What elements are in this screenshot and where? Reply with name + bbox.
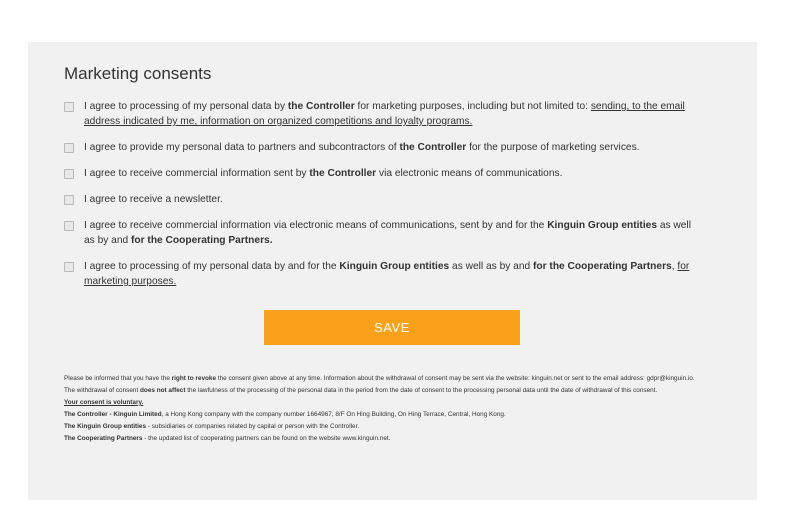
text-segment: for the Cooperating Partners. [131,235,273,246]
legal-note [64,375,714,383]
text-segment: Kinguin Group entities [339,261,450,272]
text-segment: the Controller [309,168,377,179]
consent-checkbox[interactable] [64,195,74,205]
consent-label[interactable] [84,140,640,155]
consent-item [64,218,704,248]
legal-notes [64,375,714,446]
consent-list [64,99,704,300]
consent-label[interactable] [84,166,562,181]
text-segment: I agree to receive commercial information sent by [84,168,310,179]
consent-checkbox[interactable] [64,143,74,153]
legal-note [64,435,714,443]
consent-checkbox[interactable] [64,262,74,272]
consent-checkbox[interactable] [64,102,74,112]
text-segment: I agree to processing of my personal data by [84,101,288,112]
text-segment: for the Cooperating Partners [533,261,672,272]
text-segment: , a Hong Kong company with the company number 1664967, 8/F On Hing Building, On Hing Terrace, Central, Hong Kong. [161,410,506,418]
consent-item [64,99,704,129]
consent-label[interactable] [84,99,704,129]
legal-note [64,387,714,395]
consent-item [64,166,704,181]
consent-label[interactable] [84,259,704,289]
text-segment: for marketing purposes, including but not limited to: [354,101,591,112]
text-segment: , [671,261,678,272]
legal-note [64,423,714,431]
text-segment: as well as by and [84,220,691,246]
consent-label[interactable] [84,192,223,207]
text-segment: The withdrawal of consent [64,386,141,394]
consent-checkbox[interactable] [64,169,74,179]
text-segment: Please be informed that you have the [64,375,172,382]
text-segment: as well as by and [449,261,534,272]
text-segment: the Controller [399,142,467,153]
text-segment: I agree to receive commercial information via electronic means of communications, sent by and for the [84,220,548,231]
text-segment: via electronic means of communications. [376,168,563,179]
text-segment: sending, to the email address indicated by me, information on organized competitions and loyalty programs. [84,101,685,127]
text-segment: for marketing purposes. [84,261,690,287]
text-segment: Your consent is voluntary. [64,398,144,406]
text-segment: the Controller [287,101,355,112]
text-segment: does not affect [140,386,186,394]
text-segment: right to revoke [171,375,217,382]
text-segment: the lawfulness of the processing of the personal data in the period from the date of consent to the processing personal data until the date of withdrawal of this consent. [185,386,658,394]
consent-item [64,192,704,207]
text-segment: I agree to provide my personal data to partners and subcontractors of [84,142,400,153]
text-segment: I agree to receive a newsletter. [84,194,223,205]
section-title: Marketing consents [64,64,212,83]
text-segment: the consent given above at any time. Information about the withdrawal of consent may be sent via the website: kinguin.net or sent to the email address: gdpr@kinguin.io. [216,375,695,382]
text-segment: I agree to processing of my personal data by and for the [84,261,340,272]
consent-item [64,140,704,155]
legal-note [64,411,714,419]
consent-checkbox[interactable] [64,221,74,231]
text-segment: - the updated list of cooperating partners can be found on the website www.kinguin.net. [142,434,391,442]
marketing-consents-panel [28,42,757,500]
consent-item [64,259,704,289]
consent-label[interactable] [84,218,704,248]
text-segment: The Kinguin Group entities [64,422,147,430]
save-button[interactable]: SAVE [264,310,520,345]
text-segment: The Cooperating Partners [64,434,143,442]
text-segment: Kinguin Group entities [547,220,657,231]
text-segment: - subsidiaries or companies related by capital or person with the Controller. [146,422,360,430]
text-segment: The Controller - Kinguin Limited [64,410,162,418]
legal-note [64,399,714,407]
text-segment: for the purpose of marketing services. [466,142,640,153]
